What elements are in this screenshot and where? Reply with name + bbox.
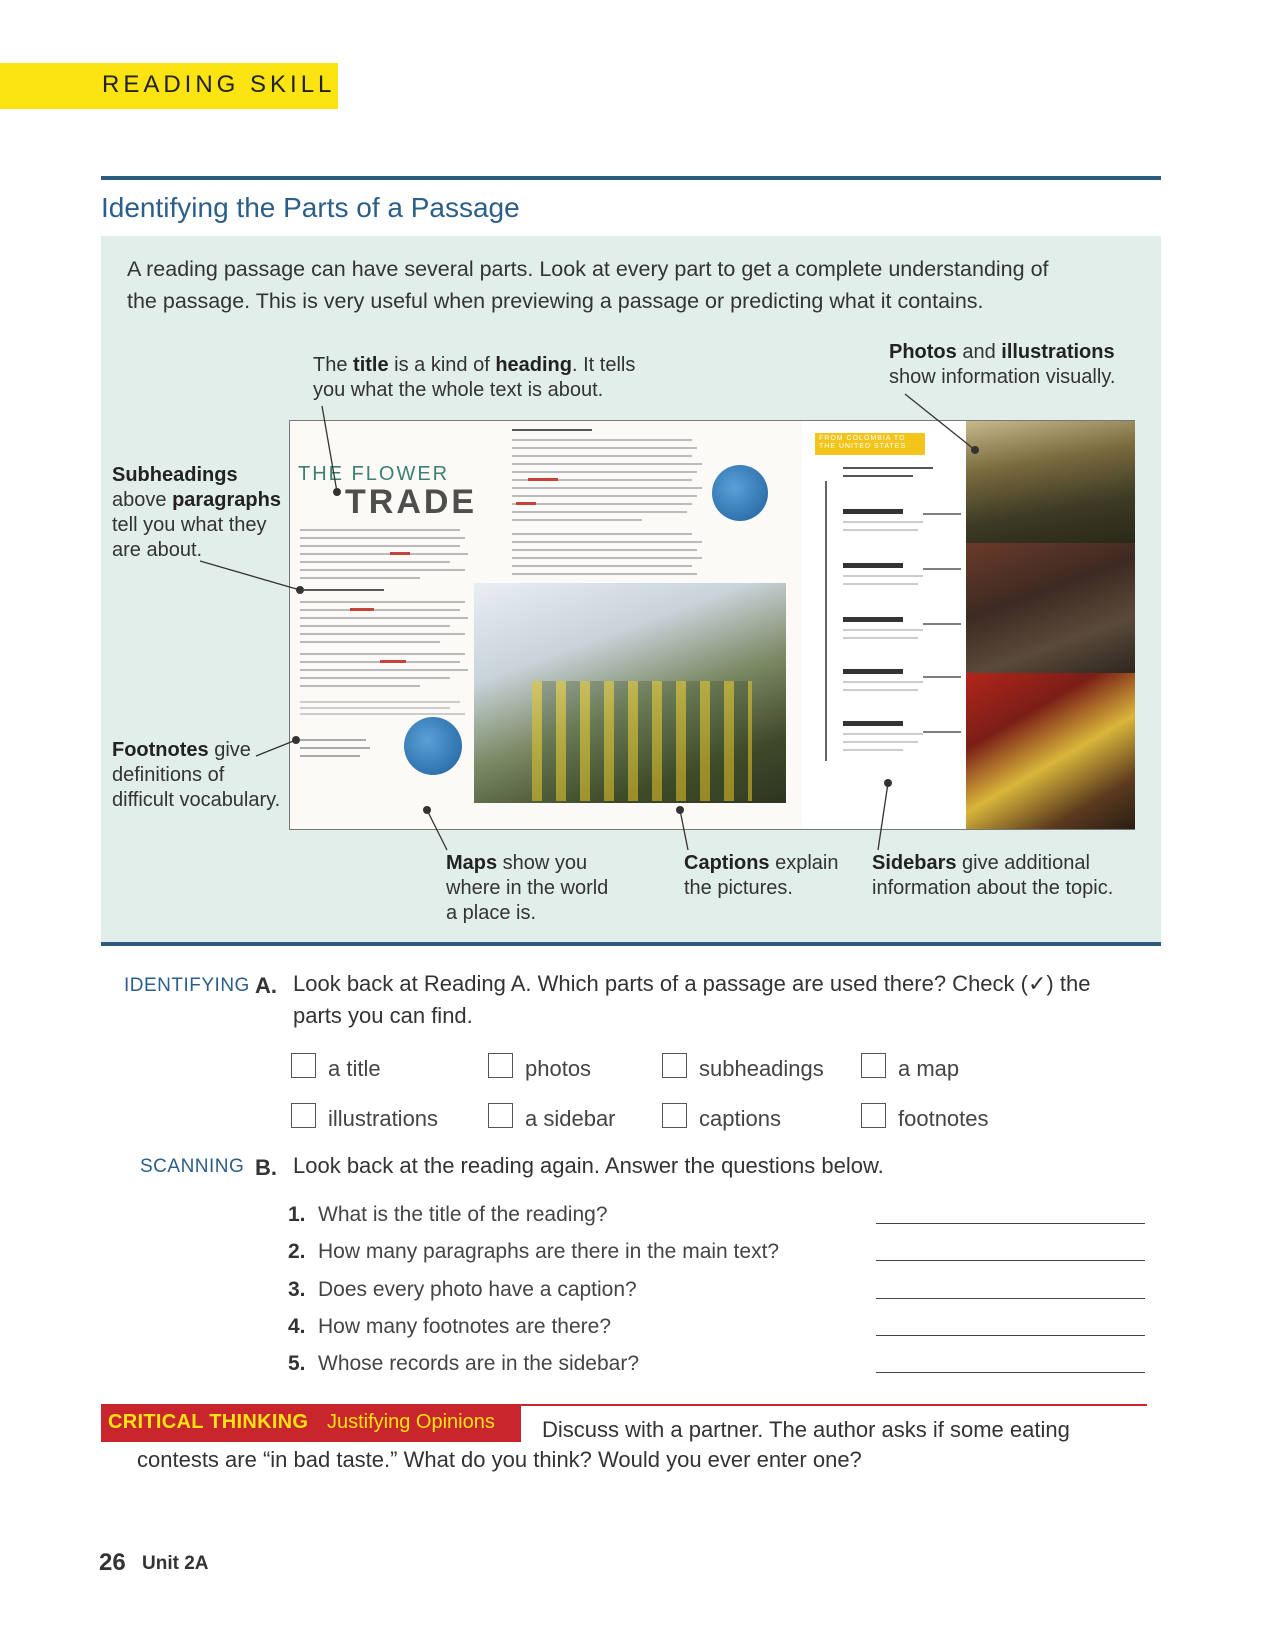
checkbox-box[interactable] bbox=[488, 1103, 513, 1128]
question-1: 1. What is the title of the reading? bbox=[288, 1203, 608, 1226]
page-number: 26 bbox=[99, 1549, 126, 1576]
checkbox-box[interactable] bbox=[861, 1053, 886, 1078]
answer-line-1[interactable] bbox=[876, 1223, 1145, 1224]
bottom-rule bbox=[101, 942, 1161, 946]
critical-thinking-sublabel: Justifying Opinions bbox=[327, 1411, 495, 1433]
checkbox-box[interactable] bbox=[291, 1103, 316, 1128]
critical-thinking-tab bbox=[101, 1404, 521, 1442]
intro-line-2: the passage. This is very useful when previewing a passage or predicting what it contains. bbox=[127, 289, 984, 313]
section-tab-label: READING SKILL bbox=[102, 71, 336, 98]
critical-thinking-label: CRITICAL THINKING bbox=[108, 1411, 309, 1433]
answer-line-4[interactable] bbox=[876, 1335, 1145, 1336]
answer-line-3[interactable] bbox=[876, 1298, 1145, 1299]
critical-thinking-line-2: contests are “in bad taste.” What do you think? Would you ever enter one? bbox=[137, 1447, 862, 1472]
exercise-b-letter: B. bbox=[255, 1155, 277, 1180]
callout-photos: Photos and illustrations show information visually. bbox=[889, 341, 1116, 388]
spread-title-top: THE FLOWER bbox=[298, 463, 450, 485]
question-4: 4. How many footnotes are there? bbox=[288, 1315, 611, 1338]
callout-maps: Maps show you where in the world a place is. bbox=[446, 852, 609, 924]
exercise-b-prompt: Look back at the reading again. Answer the questions below. bbox=[293, 1153, 884, 1178]
critical-thinking-line-1: Discuss with a partner. The author asks if some eating bbox=[542, 1417, 1070, 1442]
checkbox-box[interactable] bbox=[861, 1103, 886, 1128]
exercise-a-prompt: Look back at Reading A. Which parts of a passage are used there? Check (✓) the parts you can find. bbox=[293, 971, 1091, 1028]
checkbox-box[interactable] bbox=[291, 1053, 316, 1078]
checkbox-box[interactable] bbox=[662, 1103, 687, 1128]
intro-line-1: A reading passage can have several parts. Look at every part to get a complete understanding of bbox=[127, 257, 1049, 281]
answer-line-2[interactable] bbox=[876, 1260, 1145, 1261]
callout-captions: Captions explain the pictures. bbox=[684, 852, 839, 899]
answer-line-5[interactable] bbox=[876, 1372, 1145, 1373]
section-title: Identifying the Parts of a Passage bbox=[101, 192, 520, 223]
callout-sidebars: Sidebars give additional information about the topic. bbox=[872, 852, 1114, 899]
question-2: 2. How many paragraphs are there in the main text? bbox=[288, 1240, 780, 1263]
checkbox-box[interactable] bbox=[662, 1053, 687, 1078]
page-unit: Unit 2A bbox=[142, 1553, 209, 1574]
question-5: 5. Whose records are in the sidebar? bbox=[288, 1352, 639, 1375]
exercise-a-label: IDENTIFYING bbox=[124, 975, 250, 996]
exercise-b-label: SCANNING bbox=[140, 1156, 245, 1177]
checkbox-box[interactable] bbox=[488, 1053, 513, 1078]
callout-title: The title is a kind of heading. It tells you what the whole text is about. bbox=[313, 354, 636, 401]
callout-subheadings: Subheadings above paragraphs tell you what they are about. bbox=[112, 464, 281, 561]
callout-footnotes: Footnotes give definitions of difficult vocabulary. bbox=[112, 739, 281, 811]
exercise-a-letter: A. bbox=[255, 973, 277, 998]
question-3: 3. Does every photo have a caption? bbox=[288, 1278, 637, 1301]
sidebar-tag: FROM COLOMBIA TO THE UNITED STATES bbox=[815, 433, 925, 455]
spread-title-main: TRADE bbox=[345, 483, 478, 521]
